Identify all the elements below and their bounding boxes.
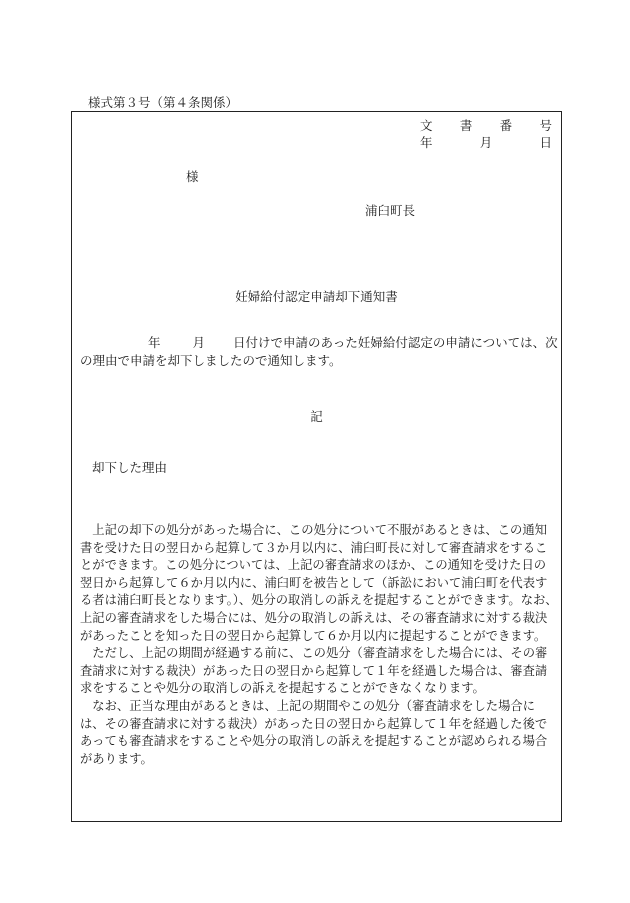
doc-number-char: 文 [420, 118, 433, 133]
doc-number-char: 号 [539, 118, 552, 133]
addressee-suffix: 様 [186, 169, 199, 184]
ki-heading: 記 [310, 409, 323, 424]
doc-number-char: 番 [499, 118, 513, 133]
document-number-row [420, 116, 552, 134]
decision-month: 月 [192, 335, 206, 350]
decision-rest: 日付けで申請のあった妊婦給付認定の申請については、次の理由で申請を却下しましたので通知します。 [80, 335, 558, 368]
rejection-reason-label: 却下した理由 [92, 460, 168, 475]
decision-text [80, 334, 558, 370]
decision-year: 年 [148, 335, 161, 350]
notice-paragraph: ただし、上記の期間が経過する前に、この処分（審査請求をした場合には、その審査請求に対する裁決）があった日の翌日から起算して１年を経過した場合は、審査請求をすることや処分の取消しの訴えを提起することができなくなります。 [80, 646, 548, 696]
date-month: 月 [479, 135, 493, 150]
document-title: 妊婦給付認定申請却下通知書 [235, 289, 398, 304]
date-year: 年 [420, 135, 433, 150]
date-day: 日 [539, 135, 552, 150]
document-frame [71, 111, 562, 822]
doc-number-char: 書 [459, 118, 473, 133]
notice-paragraph: なお、正当な理由があるときは、上記の期間やこの処分（審査請求をした場合には、その審査請求に対する裁決）があった日の翌日から起算して１年を経過した後であっても審査請求をすることや処分の取消しの訴えを提起することが認められる場合があります。 [80, 698, 548, 766]
form-number-label: 様式第３号（第４条関係） [88, 95, 239, 110]
notice-paragraph: 上記の却下の処分があった場合に、この処分について不服があるときは、この通知書を受けた日の翌日から起算して３か月以内に、浦臼町長に対して審査請求をすることができます。この処分については、上記の審査請求のほか、この通知を受けた日の翌日から起算して６か月以内に、浦臼町を被告として（訴訟において浦臼町を代表する者は浦臼町長となります。）、処分の取消しの訴えを提起することができます。なお、上記の審査請求をした場合には、処分の取消しの訴えは、その審査請求に対する裁決があったことを知った日の翌日から起算して６か月以内に提起することができます。 [80, 523, 558, 643]
issue-date-row [420, 133, 552, 151]
appeal-notice [80, 522, 558, 768]
sender-name: 浦臼町長 [365, 203, 416, 218]
